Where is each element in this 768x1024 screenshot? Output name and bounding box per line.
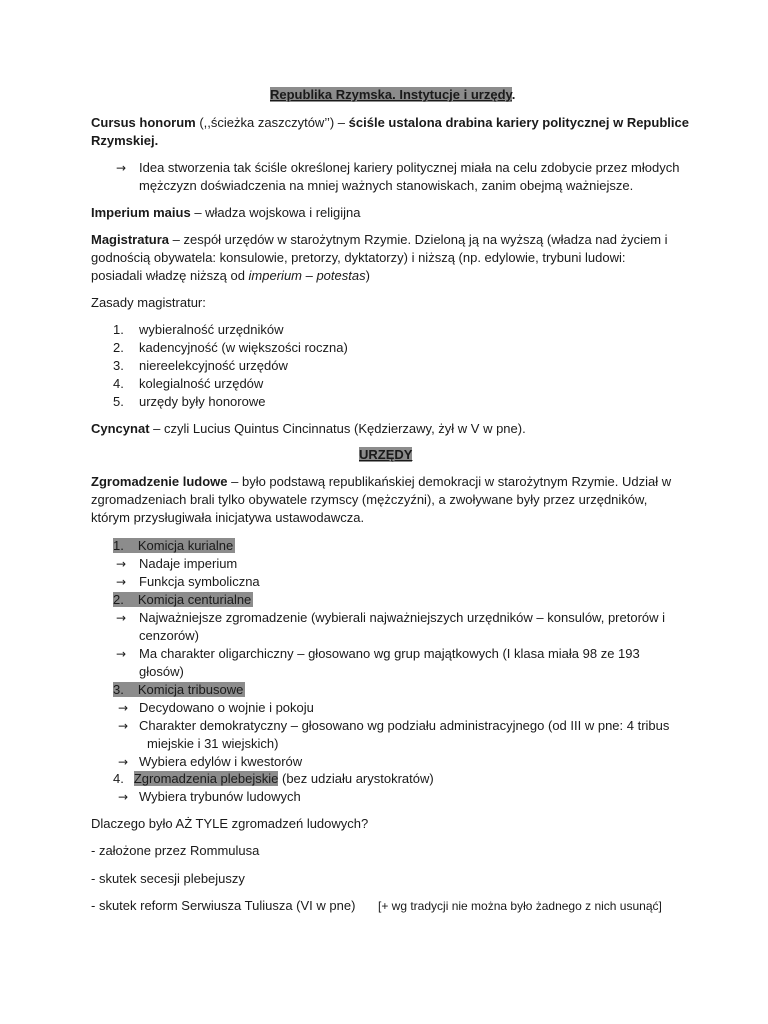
arrow-icon: → [116, 557, 127, 571]
reason-1: - założone przez Rommulusa [91, 843, 260, 858]
komicja-4-row [113, 770, 434, 788]
cyncynat-rest: – czyli Lucius Quintus Cincinnatus (Kędzierzawy, żył w V w pne). [149, 421, 526, 436]
magistratura-line-2: godnością obywatela: konsulowie, pretorzy, dyktatorzy) i niższą (np. edylowie, trybuni ludowi: [91, 250, 626, 265]
zasady-item-4: kolegialność urzędów [139, 376, 264, 391]
magistratura-line-3b: imperium – potestas [248, 268, 366, 283]
cursus-line-1 [91, 114, 689, 132]
magistratura-line-3 [91, 267, 370, 285]
cursus-line-2: Rzymskiej. [91, 133, 159, 148]
title-text: Republika Rzymska. Instytucje i urzędy [270, 87, 512, 102]
zgromadzenie-line-3: którym przysługiwała inicjatywa ustawodawcza. [91, 510, 365, 525]
komicja-1-item-1: Nadaje imperium [139, 556, 238, 571]
zasady-num-2: 2. [113, 340, 124, 355]
zasady-num-1: 1. [113, 322, 124, 337]
cyncynat-term: Cyncynat [91, 421, 150, 436]
magistratura-line-3c: ) [365, 268, 370, 283]
arrow-icon: → [116, 575, 127, 589]
komicja-3-num: 3. [113, 682, 127, 697]
magistratura-line-3a: posiadali władzę niższą od [91, 268, 249, 283]
komicja-2-num: 2. [113, 592, 127, 607]
arrow-icon: → [118, 701, 129, 715]
zgromadzenie-line-1 [91, 473, 671, 491]
komicja-2-item-2a: Ma charakter oligarchiczny – głosowano wg grup majątkowych (I klasa miała 98 ze 193 [139, 646, 640, 661]
imperium-rest: – władza wojskowa i religijna [190, 205, 361, 220]
zgromadzenie-rest: – było podstawą republikańskiej demokracji w starożytnym Rzymie. Udział w [227, 474, 672, 489]
zasady-num-3: 3. [113, 358, 124, 373]
zasady-heading: Zasady magistratur: [91, 295, 206, 310]
idea-line-1: Idea stworzenia tak ściśle określonej kariery politycznej miała na celu zdobycie przez młodych [139, 160, 680, 175]
tradition-note: [+ wg tradycji nie można było żadnego z nich usunąć] [378, 899, 662, 913]
urzedy-heading [359, 446, 412, 464]
komicja-3-item-2a: Charakter demokratyczny – głosowano wg podziału administracyjnego (od III w pne: 4 tribus [139, 718, 670, 733]
komicja-2-label: Komicja centurialne [127, 592, 253, 607]
komicja-3-label: Komicja tribusowe [127, 682, 246, 697]
document-title [270, 86, 515, 104]
komicja-3-item-2b: miejskie i 31 wiejskich) [147, 736, 279, 751]
cursus-definition: ściśle ustalona drabina kariery politycznej w Republice [348, 115, 689, 130]
cursus-rest: (,,ścieżka zaszczytów’’) – [195, 115, 349, 130]
komicja-2-item-1a: Najważniejsze zgromadzenie (wybierali najważniejszych urzędników – konsulów, pretorów i [139, 610, 666, 625]
komicja-1-label: Komicja kurialne [127, 538, 235, 553]
zasady-num-4: 4. [113, 376, 124, 391]
cyncynat-line [91, 420, 526, 438]
zasady-num-5: 5. [113, 394, 124, 409]
magistratura-rest: – zespół urzędów w starożytnym Rzymie. Dzieloną ją na wyższą (władza nad życiem i [169, 232, 668, 247]
zasady-item-2: kadencyjność (w większości roczna) [139, 340, 348, 355]
question-line: Dlaczego było AŻ TYLE zgromadzeń ludowych? [91, 816, 369, 831]
arrow-icon: → [116, 611, 127, 625]
arrow-icon: → [118, 790, 129, 804]
zasady-item-3: niereelekcyjność urzędów [139, 358, 288, 373]
komicja-3-item-3: Wybiera edylów i kwestorów [139, 754, 303, 769]
komicja-4-num: 4. [113, 771, 124, 786]
komicja-4-item-1: Wybiera trybunów ludowych [139, 789, 301, 804]
zasady-item-5: urzędy były honorowe [139, 394, 266, 409]
komicja-3-item-1: Decydowano o wojnie i pokoju [139, 700, 314, 715]
komicja-2-item-2b: głosów) [139, 664, 184, 679]
imperium-term: Imperium maius [91, 205, 191, 220]
komicja-4-label: Zgromadzenia plebejskie [133, 771, 279, 786]
komicja-1-row [113, 537, 235, 555]
reason-2: - skutek secesji plebejuszy [91, 871, 245, 886]
komicja-2-row [113, 591, 253, 609]
title-dot: . [511, 87, 516, 102]
arrow-icon: → [116, 647, 127, 661]
komicja-2-item-1b: cenzorów) [139, 628, 199, 643]
zgromadzenie-term: Zgromadzenie ludowe [91, 474, 228, 489]
cursus-term: Cursus honorum [91, 115, 196, 130]
arrow-icon: → [118, 719, 129, 733]
imperium-line [91, 204, 361, 222]
magistratura-line-1 [91, 231, 668, 249]
reason-3: - skutek reform Serwiusza Tuliusza (VI w pne) [91, 898, 356, 913]
komicja-1-num: 1. [113, 538, 127, 553]
zgromadzenie-line-2: zgromadzeniach brali tylko obywatele rzymscy (mężczyźni), a zwoływane były przez urzędników, [91, 492, 648, 507]
komicja-3-row [113, 681, 245, 699]
magistratura-term: Magistratura [91, 232, 170, 247]
urzedy-heading-text: URZĘDY [359, 447, 413, 462]
arrow-icon: → [116, 161, 127, 175]
komicja-4-suffix: (bez udziału arystokratów) [278, 771, 434, 786]
idea-line-2: mężczyzn doświadczenia na mniej ważnych stanowiskach, zanim obejmą ważniejsze. [139, 178, 634, 193]
arrow-icon: → [118, 755, 129, 769]
zasady-item-1: wybieralność urzędników [139, 322, 284, 337]
komicja-1-item-2: Funkcja symboliczna [139, 574, 260, 589]
